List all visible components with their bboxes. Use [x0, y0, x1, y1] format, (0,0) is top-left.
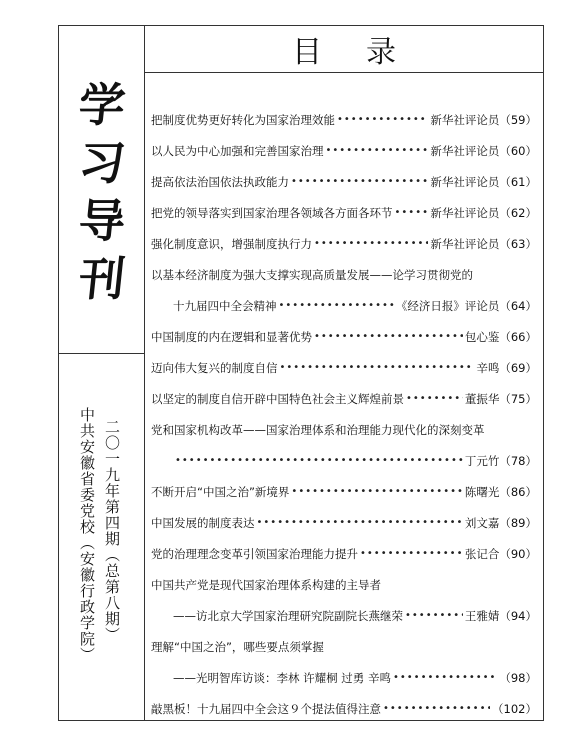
toc-leader-dots	[395, 207, 429, 218]
toc-entry[interactable]	[151, 383, 537, 414]
page-title: 目录	[292, 35, 440, 70]
right-column	[145, 26, 543, 720]
toc-entry[interactable]	[151, 321, 537, 352]
journal-title-char: 导	[76, 194, 128, 248]
toc-page-frame	[58, 25, 544, 721]
toc-entry-page: （64）	[499, 298, 537, 313]
toc-leader-dots	[405, 610, 463, 621]
toc-entry-title: 强化制度意识，增强制度执行力	[151, 236, 312, 251]
toc-entry-page: （61）	[499, 174, 537, 189]
toc-entry-author: 新华社评论员	[430, 205, 500, 220]
toc-leader-dots	[291, 486, 462, 497]
toc-leader-dots	[314, 238, 428, 249]
left-column	[59, 26, 145, 720]
toc-entry-title: 党和国家机构改革——国家治理体系和治理能力现代化的深刻变革	[151, 422, 485, 437]
toc-entry-author: 包心鉴	[464, 329, 500, 344]
toc-entry-title: 敲黑板！十九届四中全会这９个提法值得注意	[151, 701, 381, 716]
journal-title-char: 习	[76, 136, 128, 190]
toc-entry-page: （86）	[499, 484, 537, 499]
toc-entry-author: 新华社评论员	[430, 236, 500, 251]
toc-entry-title: 以人民为中心加强和完善国家治理	[151, 143, 324, 158]
toc-leader-dots	[314, 331, 463, 342]
toc-leader-dots	[393, 672, 497, 683]
journal-title	[67, 76, 137, 308]
toc-entry-author: 董振华	[464, 391, 500, 406]
publisher-label: 中共安徽省委党校（安徽行政学院）	[78, 407, 96, 663]
toc-leader-dots	[326, 145, 429, 156]
toc-entry[interactable]	[151, 693, 537, 724]
toc-entry[interactable]	[151, 631, 537, 662]
toc-leader-dots	[175, 455, 463, 466]
toc-entry-title: 提高依法治国依法执政能力	[151, 174, 289, 189]
toc-entry[interactable]	[151, 352, 537, 383]
toc-leader-dots	[280, 362, 475, 373]
toc-entry[interactable]	[151, 600, 537, 631]
toc-entry-page: （78）	[499, 453, 537, 468]
toc-entry-author: 《经济日报》评论员	[395, 298, 500, 313]
toc-entry-page: （102）	[492, 701, 537, 716]
toc-entry-author: 新华社评论员	[430, 143, 500, 158]
toc-leader-dots	[257, 517, 463, 528]
toc-entry[interactable]	[151, 414, 537, 445]
toc-entry-title: 以坚定的制度自信开辟中国特色社会主义辉煌前景	[151, 391, 404, 406]
toc-entry-page: （69）	[499, 360, 537, 375]
toc-entry-title: 把党的领导落实到国家治理各领域各方面各环节	[151, 205, 393, 220]
left-divider	[59, 353, 145, 354]
toc-entry[interactable]	[151, 662, 537, 693]
toc-entry-author: 刘文嘉	[464, 515, 500, 530]
journal-title-char: 刊	[76, 252, 128, 306]
toc-entry[interactable]	[151, 538, 537, 569]
toc-entry-author: 新华社评论员	[430, 174, 500, 189]
toc-entry-page: （66）	[499, 329, 537, 344]
toc-entry-author: 辛鸣	[476, 360, 500, 375]
header	[145, 26, 543, 73]
toc-entry-title: 把制度优势更好转化为国家治理效能	[151, 112, 335, 127]
toc-entry[interactable]	[151, 197, 537, 228]
toc-entry-page: （59）	[499, 112, 537, 127]
toc-entry[interactable]	[151, 166, 537, 197]
toc-entry-author: 丁元竹	[464, 453, 500, 468]
toc-entry-title: 迈向伟大复兴的制度自信	[151, 360, 278, 375]
toc-entry[interactable]	[151, 228, 537, 259]
toc-entry[interactable]	[151, 507, 537, 538]
toc-entry-title: 以基本经济制度为强大支撑实现高质量发展——论学习贯彻党的	[151, 267, 473, 282]
toc-entry-author: 陈曙光	[464, 484, 500, 499]
toc-entry[interactable]	[151, 135, 537, 166]
toc-entry-author: 王雅婧	[464, 608, 500, 623]
toc-entry-page: （60）	[499, 143, 537, 158]
toc-entry[interactable]	[151, 104, 537, 135]
toc-entry-page: （63）	[499, 236, 537, 251]
toc-leader-dots	[360, 548, 463, 559]
issue-label: 二〇一九年第四期（总第八期）	[103, 419, 121, 643]
toc-entry-title: ——光明智库访谈：李林 许耀桐 过勇 辛鸣	[173, 670, 391, 685]
toc-entry-title: ——访北京大学国家治理研究院副院长燕继荣	[173, 608, 403, 623]
toc-entry-page: （98）	[499, 670, 537, 685]
toc-entry-page: （94）	[499, 608, 537, 623]
toc-list	[151, 104, 537, 724]
toc-entry[interactable]	[151, 290, 537, 321]
toc-leader-dots	[291, 176, 428, 187]
toc-entry-title: 党的治理理念变革引领国家治理能力提升	[151, 546, 358, 561]
toc-leader-dots	[337, 114, 428, 125]
toc-leader-dots	[406, 393, 463, 404]
toc-entry-author: 新华社评论员	[430, 112, 500, 127]
toc-entry-title: 中国共产党是现代国家治理体系构建的主导者	[151, 577, 381, 592]
toc-entry-title: 中国发展的制度表达	[151, 515, 255, 530]
toc-leader-dots	[383, 703, 490, 714]
toc-leader-dots	[279, 300, 394, 311]
toc-entry-title: 十九届四中全会精神	[173, 298, 277, 313]
toc-entry[interactable]	[151, 445, 537, 476]
toc-entry-page: （89）	[499, 515, 537, 530]
toc-entry-page: （62）	[499, 205, 537, 220]
toc-entry-title: 中国制度的内在逻辑和显著优势	[151, 329, 312, 344]
toc-entry[interactable]	[151, 569, 537, 600]
toc-entry-title: 不断开启“中国之治”新境界	[151, 484, 290, 499]
toc-entry-page: （90）	[499, 546, 537, 561]
toc-entry-author: 张记合	[464, 546, 500, 561]
toc-entry-page: （75）	[499, 391, 537, 406]
journal-title-char: 学	[76, 78, 128, 132]
toc-entry-title: 理解“中国之治”，哪些要点须掌握	[151, 639, 324, 654]
toc-entry[interactable]	[151, 476, 537, 507]
toc-entry[interactable]	[151, 259, 537, 290]
